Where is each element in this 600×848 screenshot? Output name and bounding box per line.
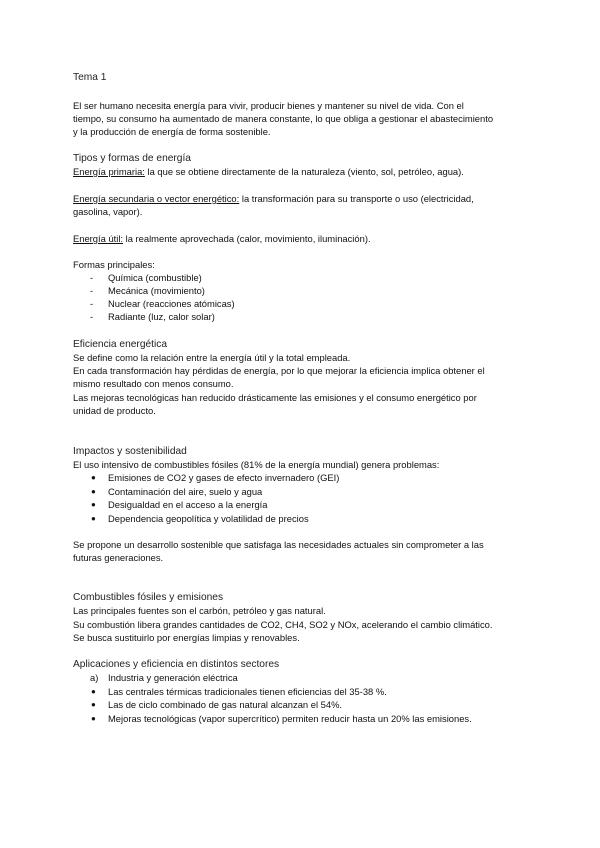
list-item: Las centrales térmicas tradicionales tienen eficiencias del 35-38 %. — [108, 686, 387, 697]
bullet-marker: ● — [91, 714, 96, 723]
dash-marker: - — [90, 285, 94, 296]
dash-marker: - — [90, 311, 94, 322]
section-heading-combustibles: Combustibles fósiles y emisiones — [73, 592, 224, 603]
combustibles-line: Las principales fuentes son el carbón, petróleo y gas natural. — [73, 605, 326, 616]
util-label: Energía útil: — [73, 233, 124, 244]
list-item: Mejoras tecnológicas (vapor supercrítico) permiten reducir hasta un 20% las emisiones. — [108, 713, 472, 724]
secundaria-text: la transformación para su transporte o uso (electricidad, — [239, 193, 474, 204]
list-item: Radiante (luz, calor solar) — [108, 311, 215, 322]
primaria-text: la que se obtiene directamente de la naturaleza (viento, sol, petróleo, agua). — [144, 166, 464, 177]
eficiencia-line: mismo resultado con menos consumo. — [73, 378, 234, 389]
eficiencia-line: unidad de producto. — [73, 405, 156, 416]
secundaria-continuation: gasolina, vapor). — [73, 206, 143, 217]
section-heading-impactos: Impactos y sostenibilidad — [73, 446, 187, 457]
bullet-marker: ● — [91, 473, 96, 482]
intro-line: El ser humano necesita energía para vivir, producir bienes y mantener su nivel de vida. Con el — [73, 100, 464, 111]
list-item: Química (combustible) — [108, 272, 202, 283]
eficiencia-line: En cada transformación hay pérdidas de energía, por lo que mejorar la eficiencia implica obtener el — [73, 365, 485, 376]
list-item: Emisiones de CO2 y gases de efecto invernadero (GEI) — [108, 472, 340, 483]
bullet-marker: ● — [91, 500, 96, 509]
combustibles-line: Su combustión libera grandes cantidades de CO2, CH4, SO2 y NOx, acelerando el cambio climático. — [73, 619, 493, 630]
bullet-marker: ● — [91, 487, 96, 496]
document-title: Tema 1 — [73, 72, 107, 83]
section-heading-tipos: Tipos y formas de energía — [73, 153, 191, 164]
eficiencia-line: Las mejoras tecnológicas han reducido drásticamente las emisiones y el consumo energético por — [73, 392, 477, 403]
primaria-label: Energía primaria: — [73, 166, 145, 177]
combustibles-line: Se busca sustituirlo por energías limpias y renovables. — [73, 632, 300, 643]
bullet-marker: ● — [91, 514, 96, 523]
sub-heading-industria: Industria y generación eléctrica — [108, 672, 238, 683]
section-heading-eficiencia: Eficiencia energética — [73, 339, 168, 350]
dash-marker: - — [90, 272, 94, 283]
intro-line: y la producción de energía de forma sostenible. — [73, 126, 271, 137]
section-heading-aplicaciones: Aplicaciones y eficiencia en distintos sectores — [73, 659, 280, 670]
list-item: Dependencia geopolítica y volatilidad de precios — [108, 513, 309, 524]
formas-heading: Formas principales: — [73, 259, 155, 270]
list-item: Contaminación del aire, suelo y agua — [108, 486, 263, 497]
primaria-definition — [73, 166, 464, 178]
list-item: Las de ciclo combinado de gas natural alcanzan el 54%. — [108, 699, 343, 710]
list-item: Nuclear (reacciones atómicas) — [108, 298, 235, 309]
secundaria-label: Energía secundaria o vector energético: — [73, 193, 240, 204]
impactos-intro: El uso intensivo de combustibles fósiles (81% de la energía mundial) genera problemas: — [73, 459, 440, 470]
eficiencia-line: Se define como la relación entre la energía útil y la total empleada. — [73, 352, 351, 363]
dash-marker: - — [90, 298, 94, 309]
util-definition — [73, 233, 371, 245]
impactos-closing: futuras generaciones. — [73, 552, 164, 563]
bullet-marker: ● — [91, 687, 96, 696]
list-item: Mecánica (movimiento) — [108, 285, 205, 296]
sub-list-marker: a) — [90, 672, 99, 683]
bullet-marker: ● — [91, 700, 96, 709]
intro-line: tiempo, su consumo ha aumentado de manera constante, lo que obliga a gestionar el abastecimiento — [73, 113, 494, 124]
secundaria-definition — [73, 193, 474, 205]
impactos-closing: Se propone un desarrollo sostenible que satisfaga las necesidades actuales sin comprometer a las — [73, 539, 484, 550]
util-text: la realmente aprovechada (calor, movimiento, iluminación). — [123, 233, 371, 244]
list-item: Desigualdad en el acceso a la energía — [108, 499, 268, 510]
